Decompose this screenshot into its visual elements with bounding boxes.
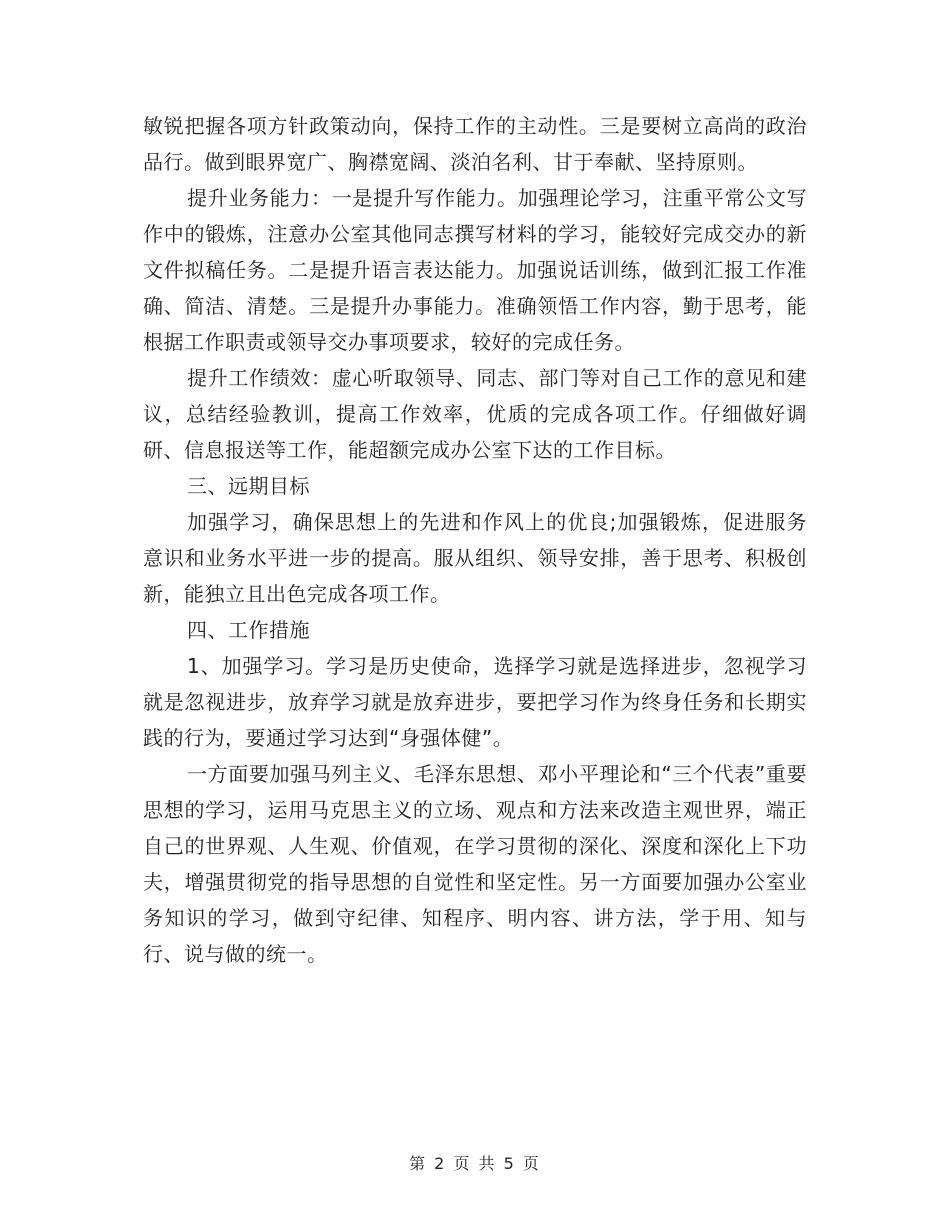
document-body: [143, 108, 807, 972]
paragraph-strengthen-study: 1、加强学习。学习是历史使命，选择学习就是选择进步，忽视学习就是忽视进步，放弃学习就是放弃进步，要把学习作为终身任务和长期实践的行为，要通过学习达到“身强体健”。: [143, 654, 807, 750]
paragraph-continuation: 敏锐把握各项方针政策动向，保持工作的主动性。三是要树立高尚的政治品行。做到眼界宽广、胸襟宽阔、淡泊名利、甘于奉献、坚持原则。: [143, 114, 807, 174]
page-number-footer: 第 2 页 共 5 页: [409, 1154, 541, 1173]
section-heading-long-term-goals: 三、远期目标: [187, 474, 310, 498]
paragraph-business-ability: 提升业务能力：一是提升写作能力。加强理论学习，注重平常公文写作中的锻炼，注意办公室其他同志撰写材料的学习，能较好完成交办的新文件拟稿任务。二是提升语言表达能力。加强说话训练，做到汇报工作准确、简洁、清楚。三是提升办事能力。准确领悟工作内容，勤于思考，能根据工作职责或领导交办事项要求，较好的完成任务。: [143, 186, 807, 354]
paragraph-theory-study: 一方面要加强马列主义、毛泽东思想、邓小平理论和“三个代表”重要思想的学习，运用马克思主义的立场、观点和方法来改造主观世界，端正自己的世界观、人生观、价值观，在学习贯彻的深化、深度和深化上下功夫，增强贯彻党的指导思想的自觉性和坚定性。另一方面要加强办公室业务知识的学习，做到守纪律、知程序、明内容、讲方法，学于用、知与行、说与做的统一。: [143, 762, 807, 966]
paragraph-long-term-goals: 加强学习，确保思想上的先进和作风上的优良;加强锻炼，促进服务意识和业务水平进一步的提高。服从组织、领导安排，善于思考、积极创新，能独立且出色完成各项工作。: [143, 510, 807, 606]
paragraph-work-performance: 提升工作绩效：虚心听取领导、同志、部门等对自己工作的意见和建议，总结经验教训，提高工作效率，优质的完成各项工作。仔细做好调研、信息报送等工作，能超额完成办公室下达的工作目标。: [143, 366, 807, 462]
section-heading-work-measures: 四、工作措施: [187, 618, 310, 642]
